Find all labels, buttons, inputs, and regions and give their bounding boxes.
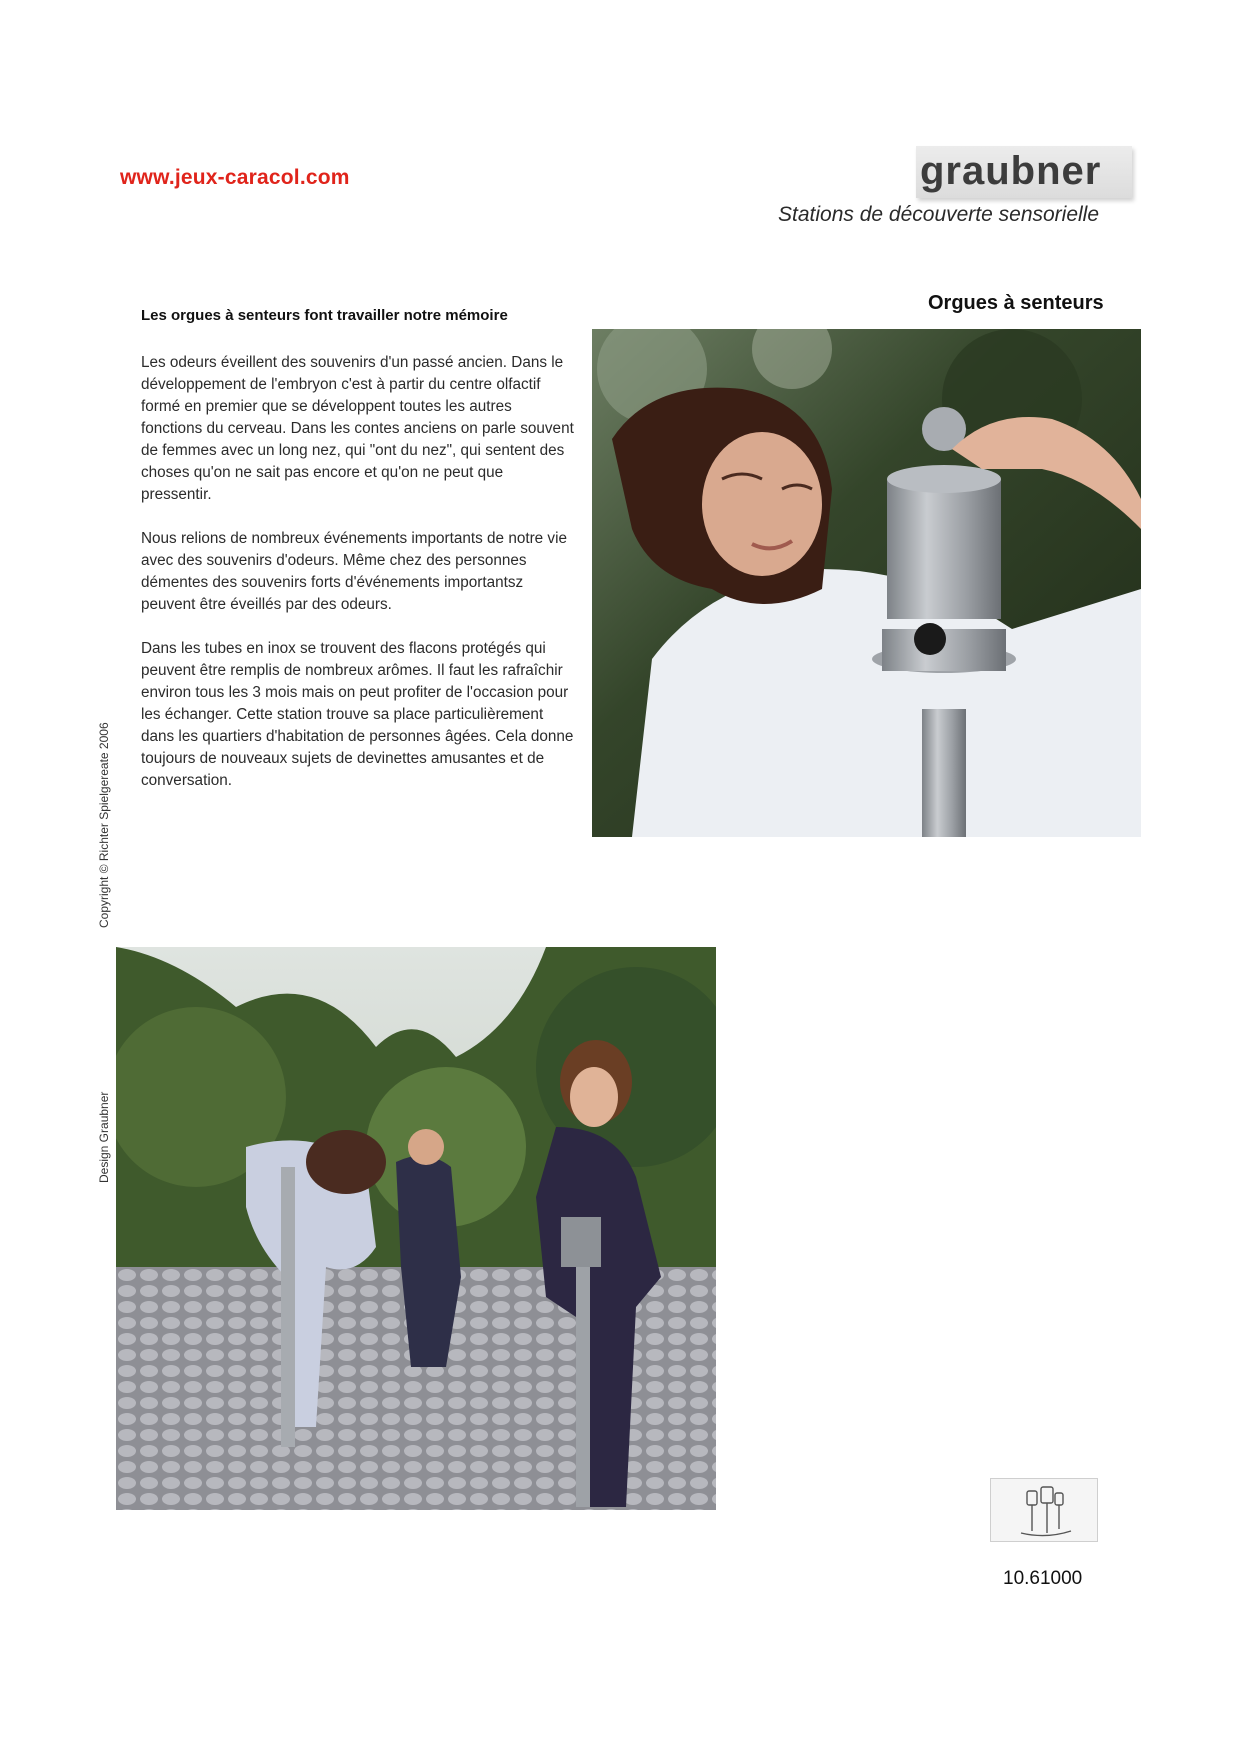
website-link[interactable]: www.jeux-caracol.com [120,166,350,189]
product-thumbnail [990,1478,1098,1542]
article-paragraph: Nous relions de nombreux événements importants de notre vie avec des souvenirs d'odeurs. Même chez des personnes démentes des souvenirs forts d'événements importantsz peuvent être éveillés par des odeurs. [141,530,567,613]
article-paragraph: Dans les tubes en inox se trouvent des flacons protégés qui peuvent être remplis de nombreux arômes. Il faut les rafraîchir environ tous les 3 mois mais on peut profiter de l'occasion pour les échanger. Cette station trouve sa place particulièrement dans les quartiers d'habitation de personnes âgées. Cela donne toujours de nouveaux sujets de devinettes amusantes et de conversation. [141,640,574,789]
article-paragraph: Les odeurs éveillent des souvenirs d'un passé ancien. Dans le développement de l'embryon c'est à partir du centre olfactif formé en premier que se développent toutes les autres fonctions du cerveau. Dans les contes anciens on parle souvent de femmes avec un long nez, qui "ont du nez", qui sentent des choses qu'on ne sait pas encore et qu'on ne peut que pressentir. [141,354,574,503]
top-photo [592,329,1141,837]
bottom-photo [116,947,716,1510]
section-title: Orgues à senteurs [928,292,1104,314]
copyright-note: Copyright © Richter Spielgereate 2006 [97,722,111,928]
brand-subtitle: Stations de découverte sensorielle [778,203,1100,226]
graubner-logo: graubner [916,146,1132,198]
design-credit: Design Graubner [97,1091,111,1183]
article-body [141,352,577,814]
article-heading: Les orgues à senteurs font travailler notre mémoire [141,307,508,324]
scent-organ-sketch-icon [991,1479,1097,1541]
product-code: 10.61000 [1003,1568,1083,1589]
